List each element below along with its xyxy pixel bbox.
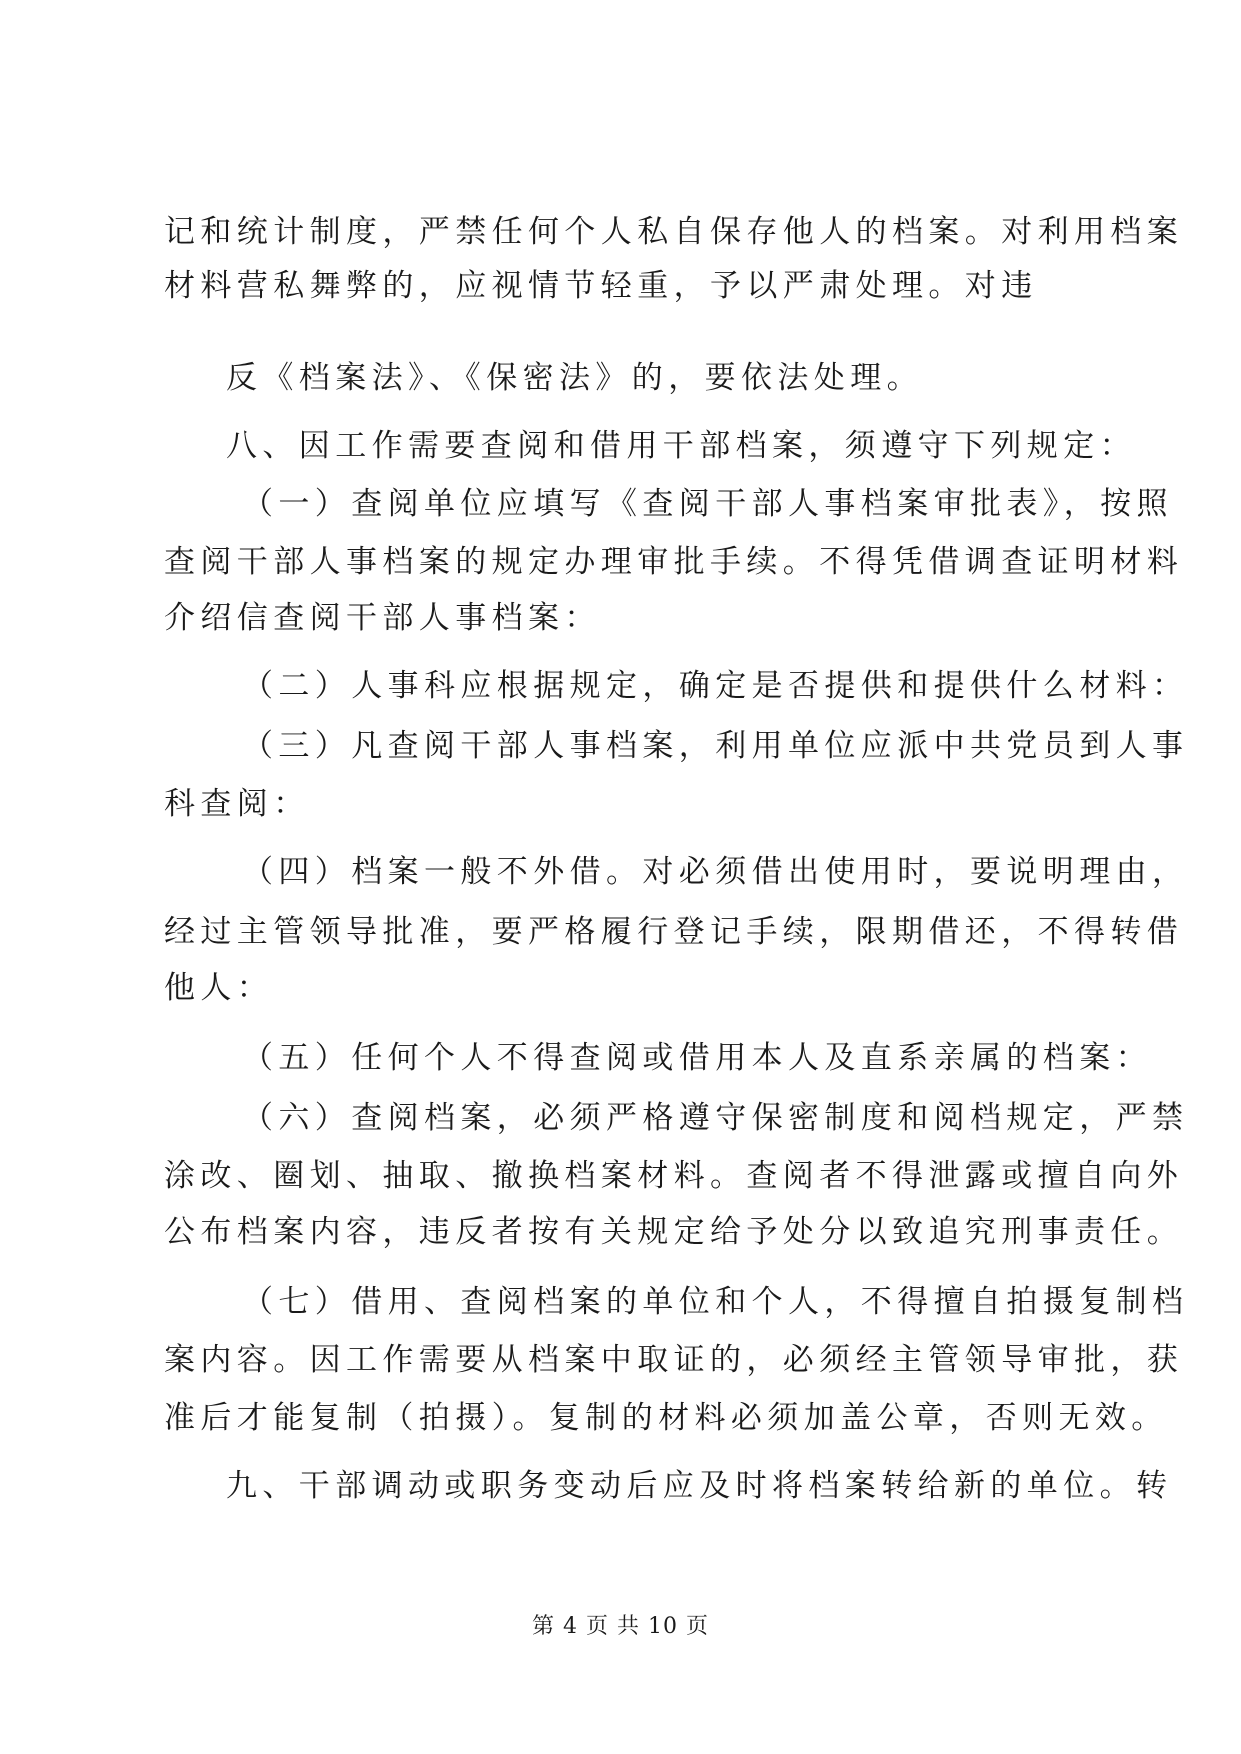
paragraph-line: 记和统计制度，严禁任何个人私自保存他人的档案。对利用档案	[164, 214, 1184, 250]
paragraph-line: 涂改、圈划、抽取、撤换档案材料。查阅者不得泄露或擅自向外	[164, 1158, 1184, 1194]
paragraph-line: （四）档案一般不外借。对必须借出使用时，要说明理由，	[242, 854, 1189, 890]
paragraph-line: （六）查阅档案，必须严格遵守保密制度和阅档规定，严禁	[242, 1100, 1189, 1136]
paragraph-line: 介绍信查阅干部人事档案：	[164, 600, 601, 636]
paragraph-line: （三）凡查阅干部人事档案，利用单位应派中共党员到人事	[242, 728, 1189, 764]
paragraph-line: 案内容。因工作需要从档案中取证的，必须经主管领导审批，获	[164, 1342, 1184, 1378]
paragraph-line: 材料营私舞弊的，应视情节轻重，予以严肃处理。对违	[164, 268, 1038, 304]
paragraph-line: 科查阅：	[164, 786, 310, 822]
paragraph-line: 八、因工作需要查阅和借用干部档案，须遵守下列规定：	[226, 428, 1136, 464]
paragraph-line: （一）查阅单位应填写《查阅干部人事档案审批表》，按照	[242, 486, 1173, 522]
paragraph-line: 九、干部调动或职务变动后应及时将档案转给新的单位。转	[226, 1468, 1173, 1504]
paragraph-line: 他人：	[164, 970, 274, 1006]
paragraph-line: 经过主管领导批准，要严格履行登记手续，限期借还，不得转借	[164, 914, 1184, 950]
paragraph-line: 查阅干部人事档案的规定办理审批手续。不得凭借调查证明材料	[164, 544, 1184, 580]
paragraph-line: 准后才能复制（拍摄）。复制的材料必须加盖公章，否则无效。	[164, 1400, 1168, 1436]
paragraph-line: 公布档案内容，违反者按有关规定给予处分以致追究刑事责任。	[164, 1214, 1184, 1250]
paragraph-line: （七）借用、查阅档案的单位和个人，不得擅自拍摄复制档	[242, 1284, 1189, 1320]
paragraph-line: 反《档案法》、《保密法》的，要依法处理。	[226, 360, 923, 396]
paragraph-line: （五）任何个人不得查阅或借用本人及直系亲属的档案：	[242, 1040, 1152, 1076]
paragraph-line: （二）人事科应根据规定，确定是否提供和提供什么材料：	[242, 668, 1189, 704]
page-number-footer: 第 4 页 共 10 页	[532, 1614, 709, 1639]
